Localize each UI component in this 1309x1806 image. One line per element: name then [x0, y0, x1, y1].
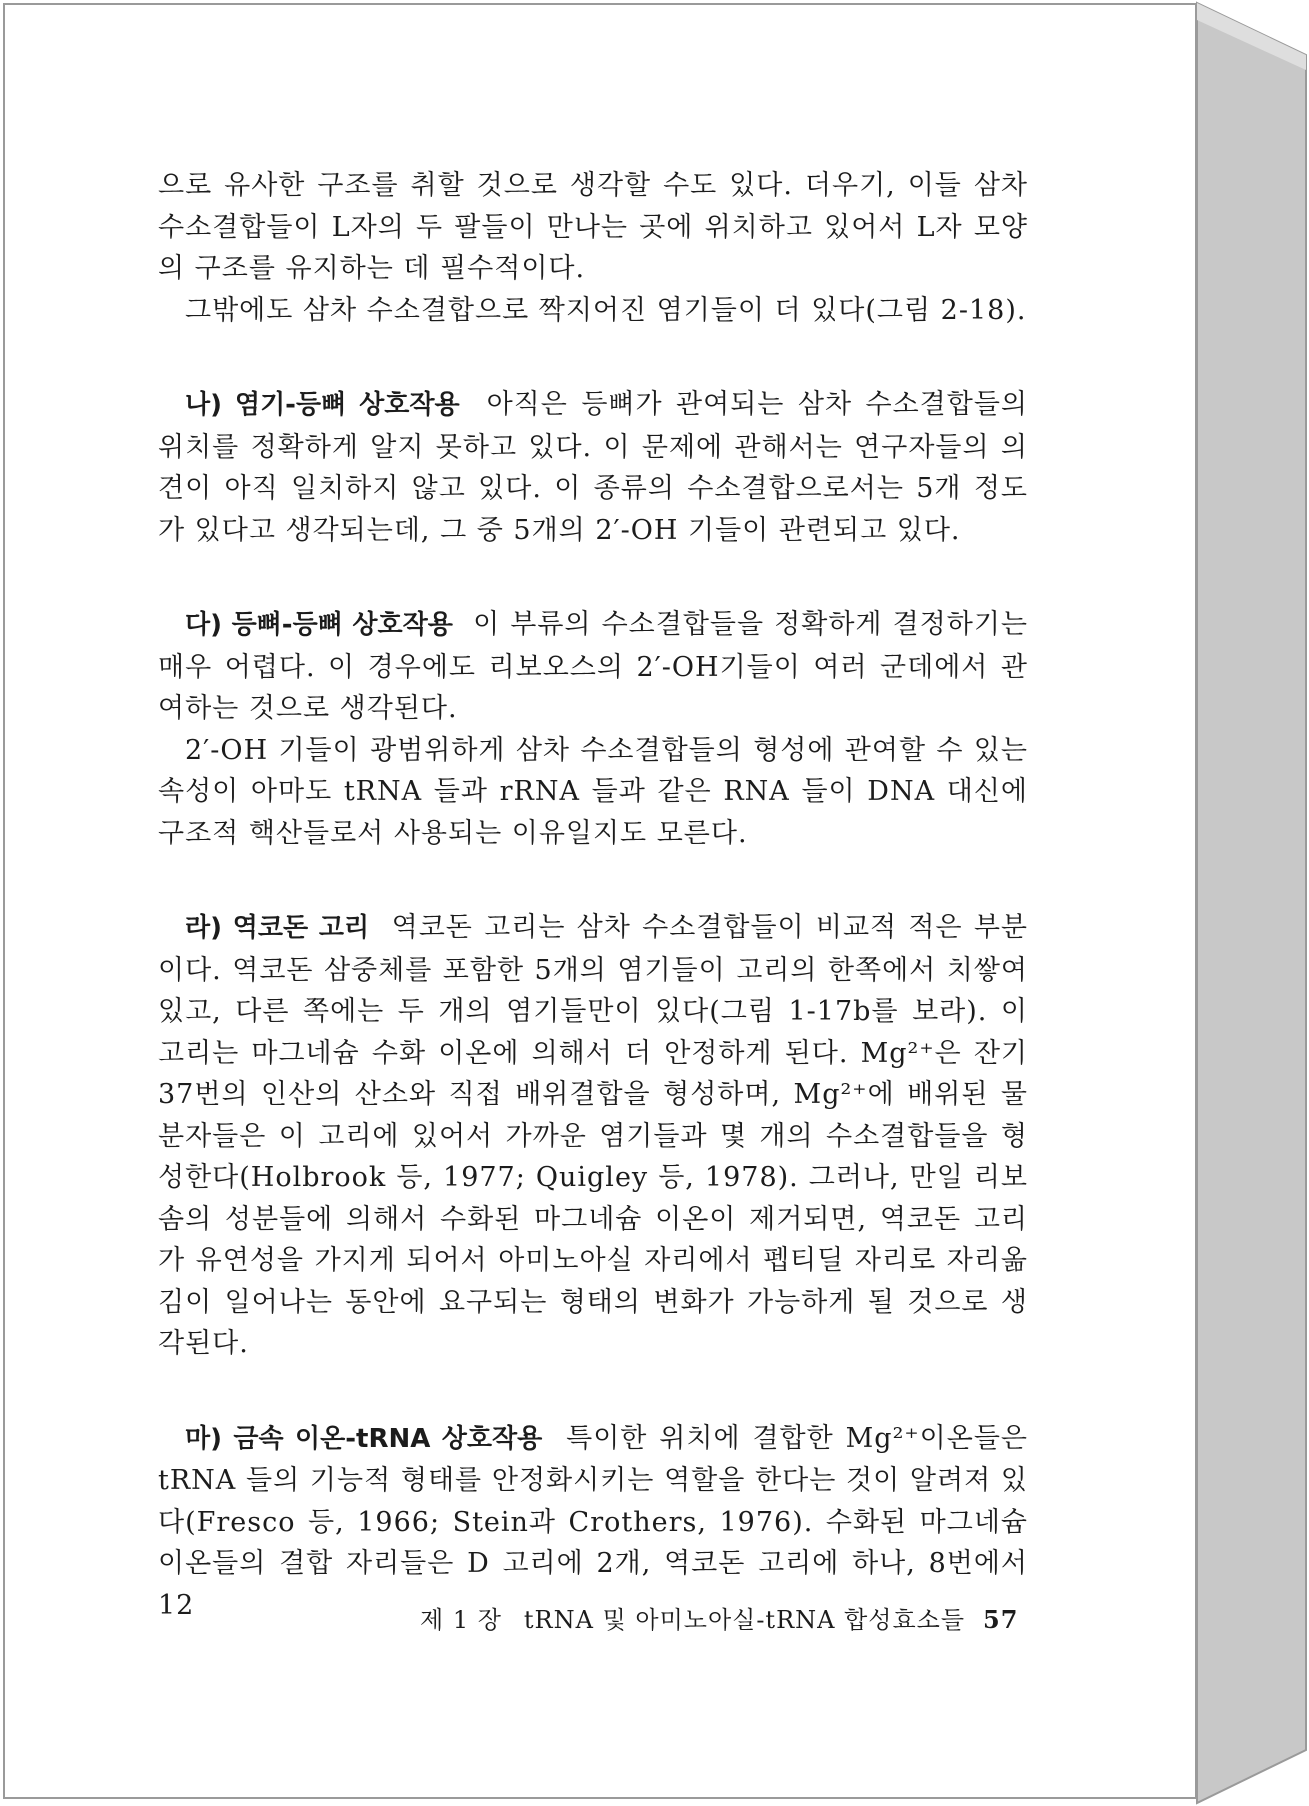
paragraph-text: 아직은 등뼈가 관여되는 삼차 수소결합들의 위치를 정확하게 알지 못하고 있다. 이 문제에 관해서는 연구자들의 의견이 아직 일치하지 않고 있다. 이 종류의 수소결합으로서는 5개 정도가 있다고 생각되는데, 그 중 5개의 2′-OH 기들이 관련되고 있다. — [158, 389, 1028, 546]
running-footer — [420, 1600, 1018, 1635]
paragraph — [158, 165, 1028, 290]
section-paragraph — [158, 604, 1028, 730]
section-paragraph — [158, 907, 1028, 1365]
paragraph-text: 2′-OH 기들이 광범위하게 삼차 수소결합들의 형성에 관여할 수 있는 속성이 아마도 tRNA 들과 rRNA 들과 같은 RNA 들이 DNA 대신에 구조적 핵산들로서 사용되는 이유일지도 모른다. — [158, 734, 1028, 849]
section-paragraph — [158, 1418, 1028, 1627]
paragraph-text: 으로 유사한 구조를 취할 것으로 생각할 수도 있다. 더우기, 이들 삼차 수소결합들이 L자의 두 팔들이 만나는 곳에 위치하고 있어서 L자 모양의 구조를 유지하는 데 필수적이다. — [158, 170, 1028, 284]
paragraph — [158, 290, 1028, 332]
paragraph-text: 그밖에도 삼차 수소결합으로 짝지어진 염기들이 더 있다(그림 2-18). — [185, 294, 1027, 326]
paragraph — [158, 730, 1028, 855]
section-heading: 라) 역코돈 고리 — [185, 913, 370, 943]
paragraph-text: 특이한 위치에 결합한 Mg²⁺이온들은 tRNA 들의 기능적 형태를 안정화시키는 역할을 한다는 것이 알려져 있다(Fresco 등, 1966; Stein과 Crothers, 1976). 수화된 마그네슘 이온들의 결합 자리들은 D 고리에 2개, 역코돈 고리에 하나, 8번에서 12 — [158, 1422, 1028, 1621]
paragraph-text: 이 부류의 수소결합들을 정확하게 결정하기는 매우 어렵다. 이 경우에도 리보오스의 2′-OH기들이 여러 군데에서 관여하는 것으로 생각된다. — [158, 609, 1029, 724]
section-paragraph — [158, 384, 1028, 551]
section-heading: 마) 금속 이온-tRNA 상호작용 — [185, 1423, 543, 1454]
body-text — [158, 165, 1028, 1626]
section-heading: 다) 등뼈-등뼈 상호작용 — [185, 610, 453, 640]
footer-title: tRNA 및 아미노아실-tRNA 합성효소들 — [523, 1606, 966, 1634]
footer-chapter: 제 1 장 — [420, 1606, 502, 1634]
section-heading: 나) 염기-등뼈 상호작용 — [185, 390, 460, 420]
page-number: 57 — [983, 1605, 1019, 1634]
paragraph-text: 역코돈 고리는 삼차 수소결합들이 비교적 적은 부분이다. 역코돈 삼중체를 포함한 5개의 염기들이 고리의 한쪽에서 치쌓여 있고, 다른 쪽에는 두 개의 염기들만이 있다(그림 1-17b를 보라). 이 고리는 마그네슘 수화 이온에 의해서 더 안정하게 된다. Mg²⁺은 잔기 37번의 인산의 산소와 직접 배위결합을 형성하며, Mg²⁺에 배위된 물 분자들은 이 고리에 있어서 가까운 염기들과 몇 개의 수소결합들을 형성한다(Holbrook 등, 1977; Quigley 등, 1978). 그러나, 만일 리보솜의 성분들에 의해서 수화된 마그네슘 이온이 제거되면, 역코돈 고리가 유연성을 가지게 되어서 아미노아실 자리에서 펩티딜 자리로 자리옮김이 일어나는 동안에 요구되는 형태의 변화가 가능하게 될 것으로 생각된다. — [158, 912, 1029, 1359]
